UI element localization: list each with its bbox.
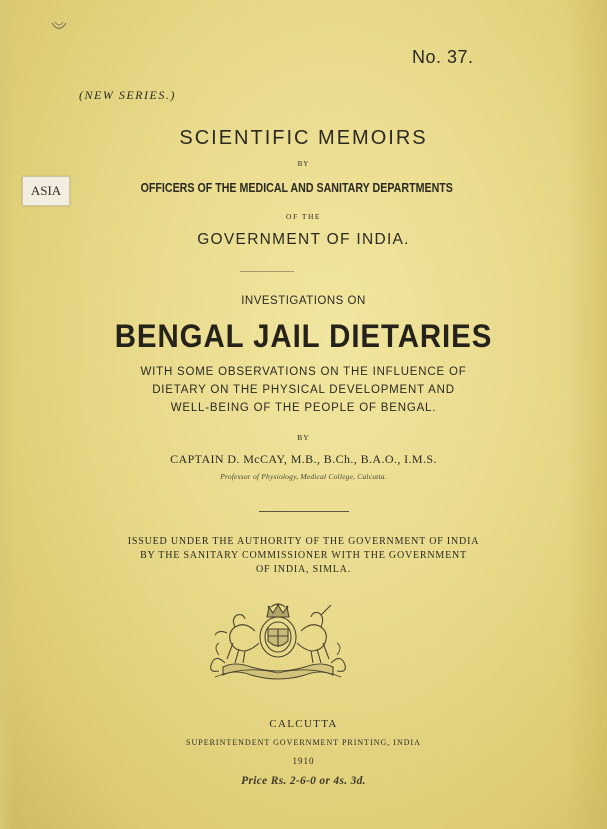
library-stamp-label: ASIA xyxy=(30,183,62,198)
city-label: CALCUTTA xyxy=(269,718,338,730)
government-line: GOVERNMENT OF INDIA. xyxy=(197,231,410,248)
subtitle-line-3: WELL-BEING OF THE PEOPLE OF BENGAL. xyxy=(170,402,437,414)
author-role: Professor of Physiology, Medical College, Calcutta. xyxy=(220,472,387,481)
subtitle-line-1: WITH SOME OBSERVATIONS ON THE INFLUENCE OF xyxy=(140,366,467,378)
memoir-number: No. 37. xyxy=(412,47,474,67)
corner-mark-icon xyxy=(50,20,68,34)
subtitle-line-2: DIETARY ON THE PHYSICAL DEVELOPMENT AND xyxy=(152,384,455,396)
library-stamp xyxy=(22,176,70,206)
printer-label: SUPERINTENDENT GOVERNMENT PRINTING, INDIA xyxy=(186,738,421,747)
divider-middle xyxy=(259,511,349,512)
investigations-label: INVESTIGATIONS ON xyxy=(241,295,366,307)
by-label-1: BY xyxy=(297,160,310,168)
divider-top xyxy=(240,271,294,272)
price-label: Price Rs. 2-6-0 or 4s. 3d. xyxy=(241,775,366,787)
issued-line-3: OF INDIA, SIMLA. xyxy=(255,564,352,575)
main-title: BENGAL JAIL DIETARIES xyxy=(114,318,493,354)
series-title: SCIENTIFIC MEMOIRS xyxy=(179,127,428,149)
of-the-label: OF THE xyxy=(286,212,321,221)
year-label: 1910 xyxy=(292,756,315,766)
issued-line-2: BY THE SANITARY COMMISSIONER WITH THE GOVERNMENT xyxy=(140,550,467,561)
issued-line-1: ISSUED UNDER THE AUTHORITY OF THE GOVERNMENT OF INDIA xyxy=(127,536,480,547)
by-label-2: BY xyxy=(297,433,310,442)
series-label: (NEW SERIES.) xyxy=(79,88,176,102)
author-line: CAPTAIN D. McCAY, M.B., B.Ch., B.A.O., I.M.S. xyxy=(170,452,437,466)
coat-of-arms-icon xyxy=(205,603,351,681)
officers-line: OFFICERS OF THE MEDICAL AND SANITARY DEPARTMENTS xyxy=(140,180,453,195)
